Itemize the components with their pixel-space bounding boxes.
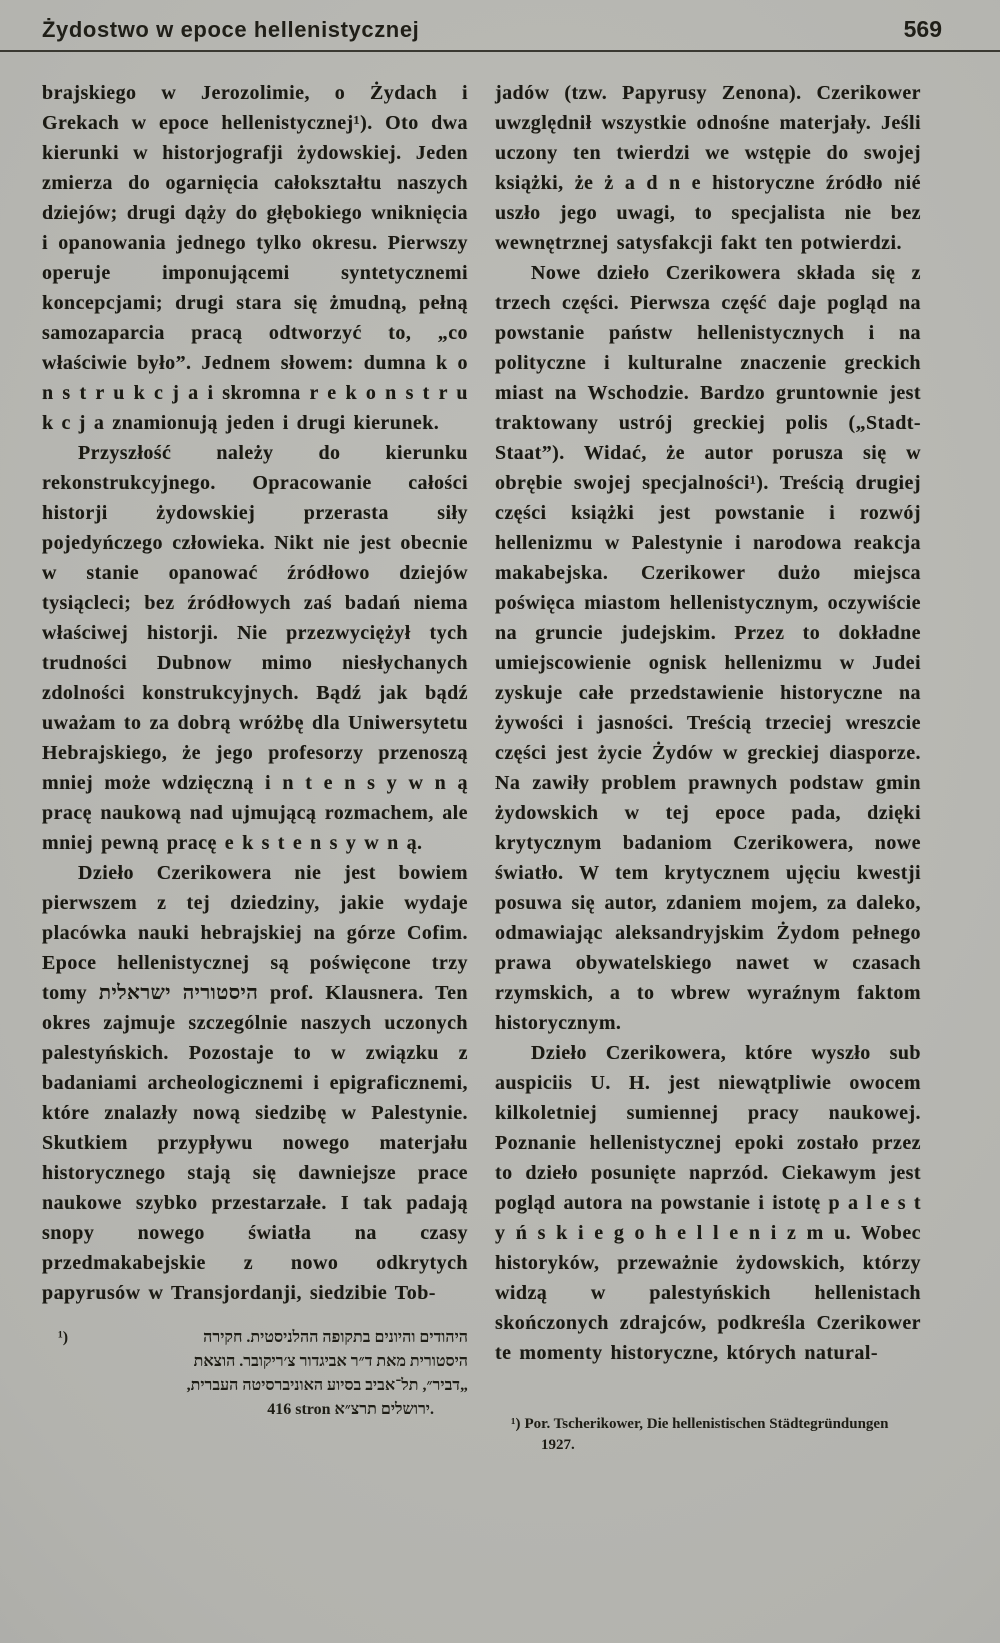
paragraph: Przyszłość należy do kierunku rekonstrukcyjnego. Opracowanie całości historji żydowskiej przerasta siły pojedyńczego człowieka. Nikt nie jest obecnie w stanie opanować źródłowo dziejów tysiącleci; bez źródłowych zaś badań niema właściwej historji. Nie przezwyciężył tych trudności Dubnow mimo niesłychanych zdolności konstrukcyjnych. Bądź jak bądź uważam to za dobrą wróżbę dla Uniwersytetu Hebrajskiego, że jego profesorzy przenoszą mniej może wdzięczną i n t e n s y w n ą pracę naukową nad ujmującą rozmachem, ale mniej pewną pracę e k s t e n s y w n ą. [42,442,468,854]
footnote-right [495,1414,921,1456]
footnote-text: Por. Tscherikower, Die hellenistischen Städtegründungen 1927. [524,1416,889,1453]
paragraph: Nowe dzieło Czerikowera składa się z trzech części. Pierwsza część daje pogląd na powstanie państw hellenistycznych i na polityczne i kulturalne znaczenie greckich miast na Wschodzie. Bardzo gruntownie jest traktowany ustrój greckiej polis („Stadt-Staat”). Widać, że autor porusza się w obrębie swojej specjalności¹). Treścią drugiej części książki jest powstanie i rozwój hellenizmu w Palestynie i narodowa reakcja makabejska. Czerikower dużo miejsca poświęca miastom hellenistycznym, oczywiście na gruncie judejskim. Przez to dokładne umiejscowienie ognisk hellenizmu w Judei zyskuje całe przedstawienie historyczne na żywości i jasności. Treścią trzeciej wreszcie części jest życie Żydów w greckiej diasporze. Na zawiły problem prawnych podstaw gmin żydowskich w tej epoce pada, dzięki krytycznym badaniom Czerikowera, nowe światło. W tem krytycznem ujęciu kwestji posuwa się autor, zdaniem mojem, za daleko, odmawiając aleksandryjskim Żydom pełnego prawa obywatelskiego nawet w czasach rzymskich, a to wbrew wyraźnym faktom historycznym. [495,262,921,1034]
paragraph: Dzieło Czerikowera nie jest bowiem pierwszem z tej dziedziny, jakie wydaje placówka nauki hebrajskiej na górze Cofim. Epoce hellenistycznej są poświęcone trzy tomy היסטוריה ישראלית prof. Klausnera. Ten okres zajmuje szczególnie naszych uczonych palestyńskich. Pozostaje to w związku z badaniami archeologicznemi i epigraficznemi, które znalazły nową siedzibę w Palestynie. Skutkiem przypływu nowego materjału historycznego stają się dawniejsze prace naukowe szybko przestarzałe. I tak padają snopy nowego światła na czasy przedmakabejskie z nowo odkrytych papyrusów w Transjordanji, siedzibie Tob- [42,862,468,1304]
page-title: Żydostwo w epoce hellenistycznej [42,17,420,42]
footnote-left [42,1326,468,1422]
footnote-marker: ¹) [511,1416,521,1432]
paragraph: Dzieło Czerikowera, które wyszło sub auspiciis U. H. jest niewątpliwie owocem kilkoletniej sumiennej pracy naukowej. Poznanie hellenistycznej epoki zostało przez to dzieło posunięte naprzód. Ciekawym jest pogląd autora na powstanie i istotę p a l e s t y ń s k i e g o h e l l e n i z m u. Wobec historyków, przeważnie żydowskich, którzy widzą w palestyńskich hellenistach skończonych zdrajców, podkreśla Czerikower te momenty historyczne, których natural- [495,1042,921,1364]
footnote-line [58,1326,468,1350]
left-column [42,78,468,1456]
footnote-line: 416 stron ירושלים תרצ״א. [267,1401,434,1418]
footnote-marker: ¹) [58,1329,69,1346]
footnote-line: היסטורית מאת ד״ר אביגדור צ׳ריקובר. הוצאת [193,1353,468,1370]
paragraph: brajskiego w Jerozolimie, o Żydach i Grekach w epoce hellenistycznej¹). Oto dwa kierunki w historjografji żydowskiej. Jeden zmierza do ogarnięcia całokształtu naszych dziejów; drugi dąży do głębokiego wniknięcia i opanowania jednego tylko okresu. Pierwszy operuje imponującemi syntetycznemi koncepcjami; drugi stara się żmudną, pełną samozaparcia pracą odtworzyć to, „co właściwie było”. Jednem słowem: dumna k o n s t r u k c j a i skromna r e k o n s t r u k c j a znamionują jeden i drugi kierunek. [42,82,468,434]
page-number: 569 [903,16,942,42]
paragraph: jadów (tzw. Papyrusy Zenona). Czerikower uwzględnił wszystkie odnośne materjały. Jeśli uczony ten twierdzi we wstępie do swojej książki, że ż a d n e historyczne źródło nié uszło jego uwagi, to specjalista nie bez wewnętrznej satysfakcji fakt ten potwierdzi. [495,82,921,254]
footnote-line: „דביר״, תל־אביב בסיוע האוניברסיטה העברית, [186,1377,468,1394]
footnote-text-hebrew: היהודים והיונים בתקופה ההלניסטית. חקירה [203,1329,468,1346]
running-head [0,0,1000,43]
two-column-body [0,52,1000,1456]
right-column [495,78,921,1456]
